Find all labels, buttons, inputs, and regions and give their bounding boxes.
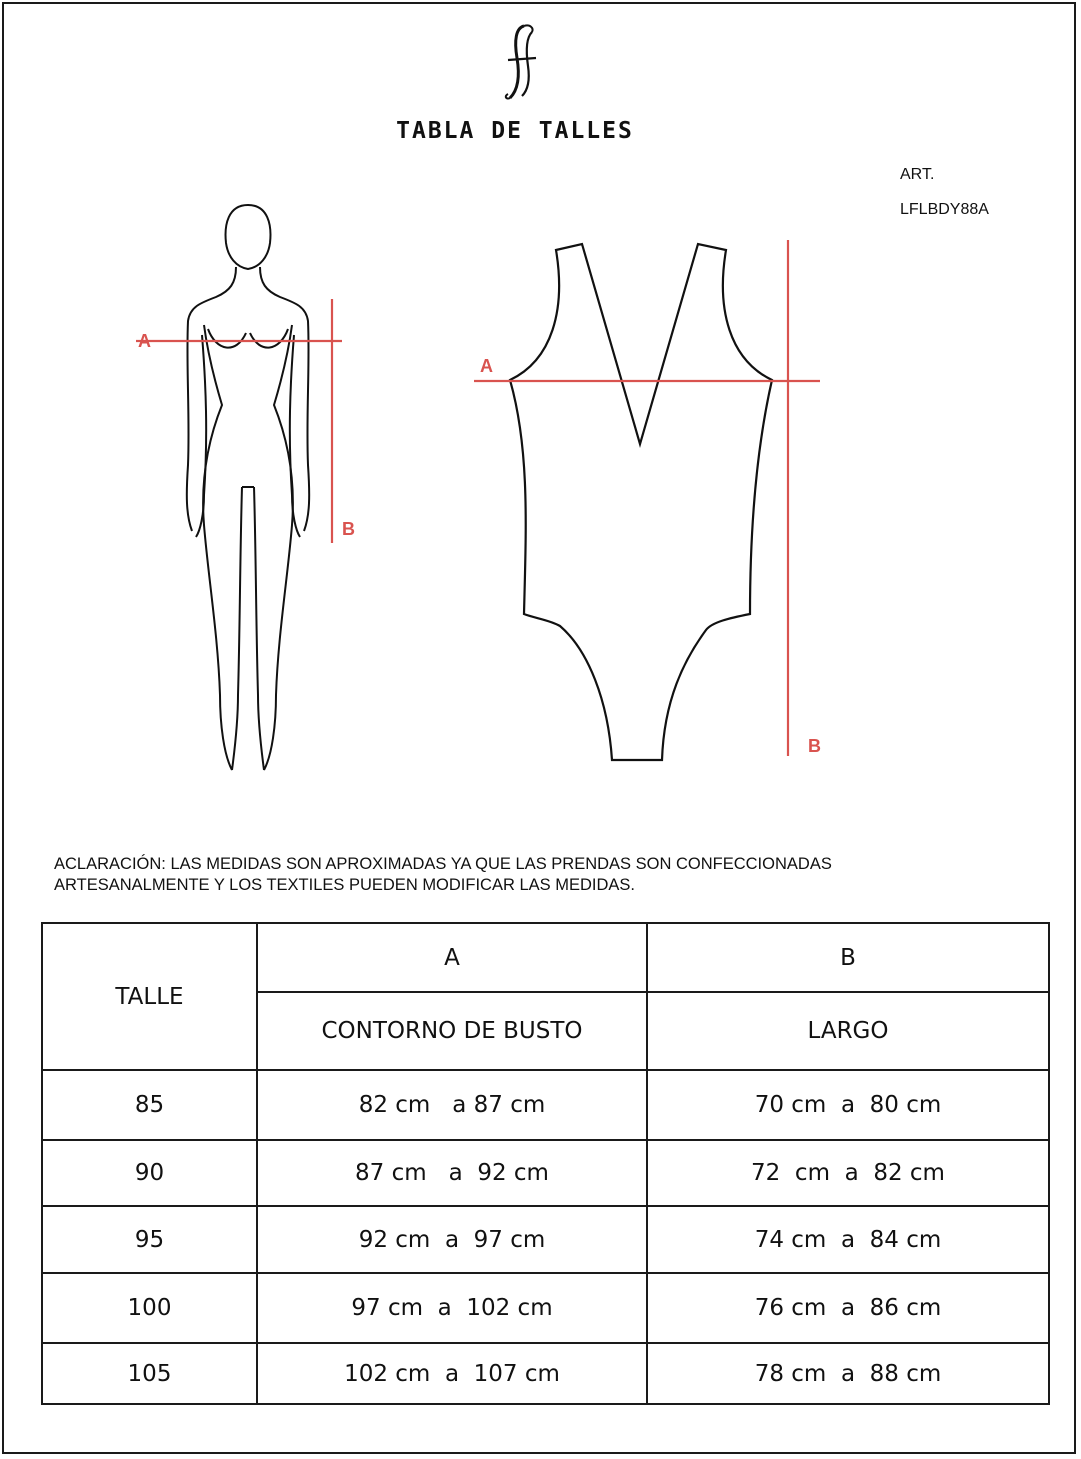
bust-cell: 82 cm a 87 cm	[257, 1070, 647, 1140]
length-cell: 74 cm a 84 cm	[647, 1206, 1049, 1273]
disclaimer-line-2: ARTESANALMENTE Y LOS TEXTILES PUEDEN MODIFICAR LAS MEDIDAS.	[54, 876, 636, 894]
header-col-b-letter: B	[647, 923, 1049, 992]
size-cell: 85	[42, 1070, 257, 1140]
size-cell: 90	[42, 1140, 257, 1206]
page-title: TABLA DE TALLES	[396, 118, 634, 144]
label-b: B	[808, 736, 821, 756]
body-figure-diagram	[120, 195, 370, 785]
bodysuit-diagram	[460, 230, 840, 775]
table-row	[42, 1273, 1049, 1343]
table-row	[42, 1206, 1049, 1273]
size-table	[41, 922, 1050, 1405]
article-code: LFLBDY88A	[900, 201, 989, 218]
table-row	[42, 1140, 1049, 1206]
disclaimer-line-1: ACLARACIÓN: LAS MEDIDAS SON APROXIMADAS YA QUE LAS PRENDAS SON CONFECCIONADAS	[54, 855, 832, 873]
size-cell: 105	[42, 1343, 257, 1404]
disclaimer-note	[54, 854, 1014, 896]
ff-monogram-icon	[490, 18, 550, 108]
header-col-a-letter: A	[257, 923, 647, 992]
header-size: TALLE	[42, 923, 257, 1070]
bust-cell: 87 cm a 92 cm	[257, 1140, 647, 1206]
size-cell: 95	[42, 1206, 257, 1273]
article-label: ART.	[900, 166, 935, 183]
bust-cell: 92 cm a 97 cm	[257, 1206, 647, 1273]
size-cell: 100	[42, 1273, 257, 1343]
length-cell: 76 cm a 86 cm	[647, 1273, 1049, 1343]
label-b: B	[342, 519, 355, 539]
length-cell: 72 cm a 82 cm	[647, 1140, 1049, 1206]
figure-head	[226, 205, 271, 269]
bodysuit-outline	[510, 244, 772, 760]
table-row	[42, 1070, 1049, 1140]
header-col-a-name: CONTORNO DE BUSTO	[257, 992, 647, 1070]
header-col-b-name: LARGO	[647, 992, 1049, 1070]
length-cell: 78 cm a 88 cm	[647, 1343, 1049, 1404]
length-cell: 70 cm a 80 cm	[647, 1070, 1049, 1140]
table-row	[42, 1343, 1049, 1404]
label-a: A	[138, 331, 151, 351]
label-a: A	[480, 356, 493, 376]
bust-cell: 102 cm a 107 cm	[257, 1343, 647, 1404]
bust-cell: 97 cm a 102 cm	[257, 1273, 647, 1343]
